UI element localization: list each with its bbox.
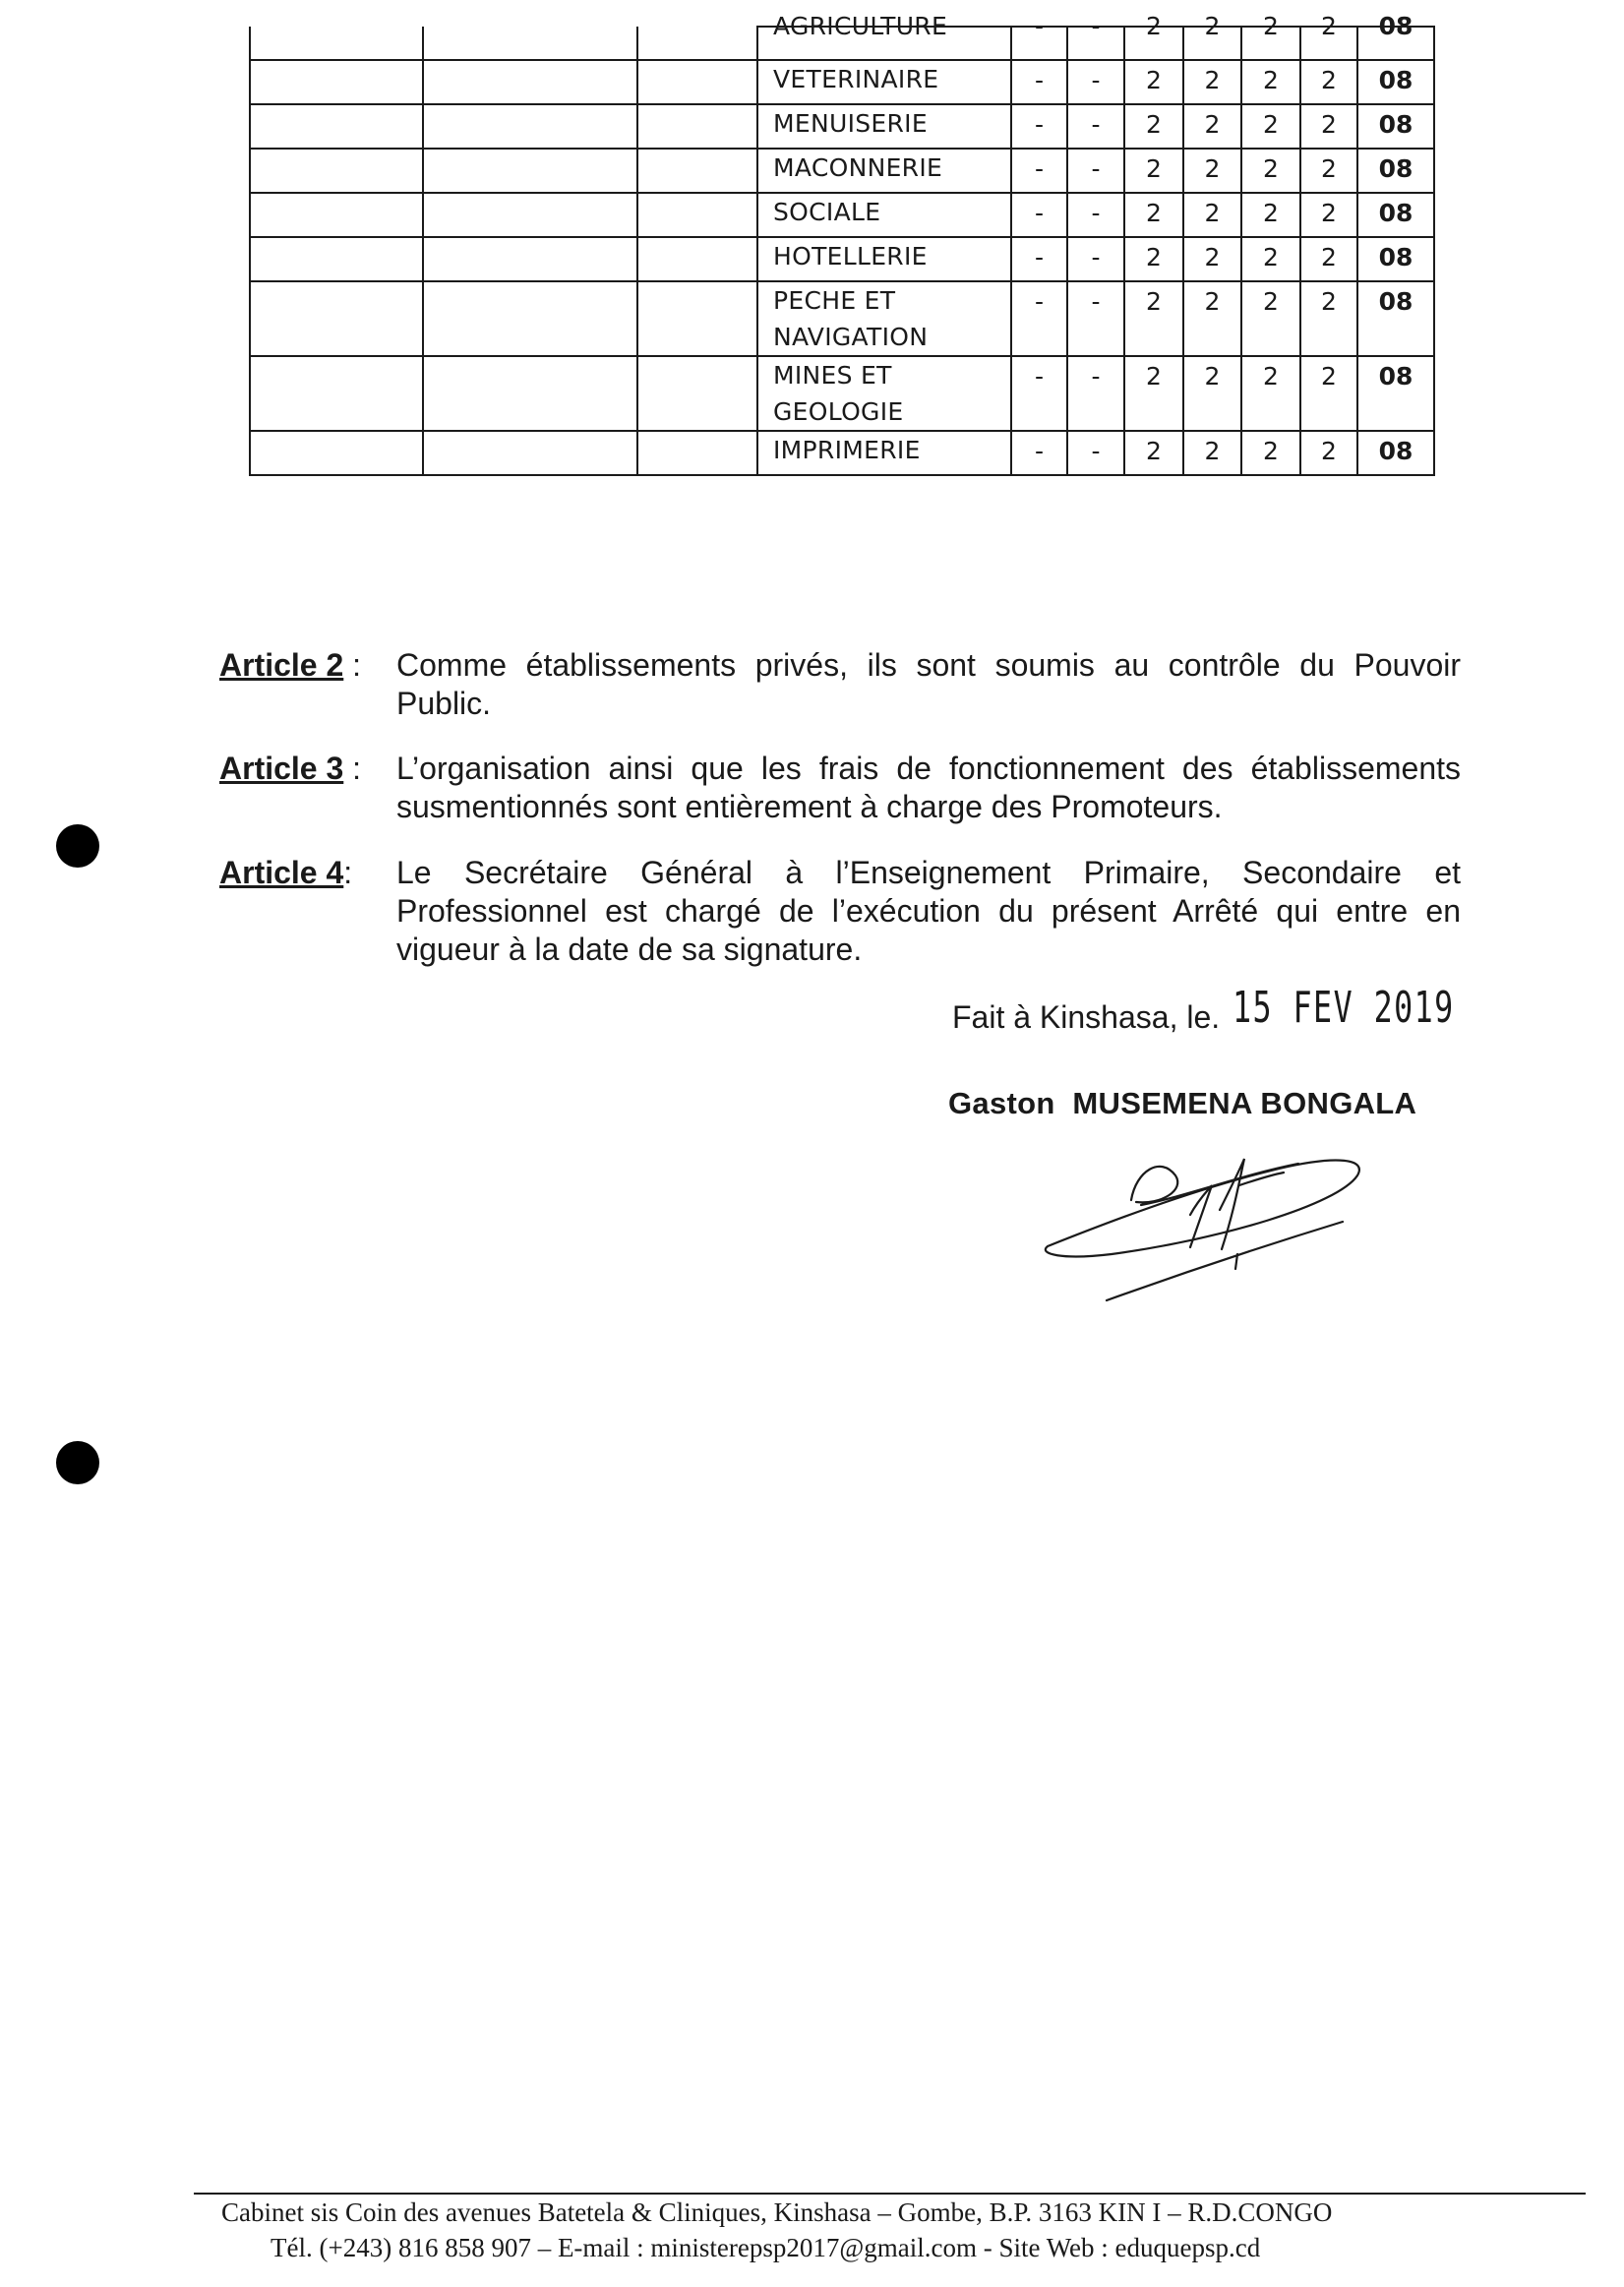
signatory-name: Gaston MUSEMENA BONGALA (948, 1086, 1417, 1120)
table-row (250, 281, 1434, 356)
count-cell: - (1067, 104, 1124, 149)
empty-cell (637, 60, 757, 104)
option-cell: MINES ET GEOLOGIE (757, 356, 1011, 431)
empty-cell (637, 431, 757, 475)
table-row (250, 356, 1434, 431)
count-cell: - (1067, 431, 1124, 475)
total-cell: 08 (1357, 356, 1434, 431)
count-cell: - (1011, 356, 1067, 431)
total-cell: 08 (1357, 281, 1434, 356)
count-cell: 2 (1241, 237, 1300, 281)
article-3 (219, 750, 1461, 826)
article-text: Le Secrétaire Général à l’Enseignement Primaire, Secondaire et Professionnel est chargé de l’exécution du présent Arrêté qui entre en vigueur à la date de sa signature. (396, 855, 1461, 967)
empty-cell (423, 281, 637, 356)
count-cell: - (1011, 431, 1067, 475)
option-cell: MACONNERIE (757, 149, 1011, 193)
count-cell: 2 (1183, 149, 1241, 193)
empty-cell (637, 149, 757, 193)
count-cell: 2 (1300, 356, 1357, 431)
footer-divider (194, 2193, 1586, 2195)
count-cell: - (1067, 356, 1124, 431)
option-cell: HOTELLERIE (757, 237, 1011, 281)
count-cell: - (1067, 237, 1124, 281)
count-cell: 2 (1183, 104, 1241, 149)
count-cell: - (1067, 281, 1124, 356)
empty-cell (250, 149, 423, 193)
count-cell: 2 (1300, 237, 1357, 281)
count-cell: 2 (1124, 27, 1183, 60)
count-cell: - (1011, 104, 1067, 149)
table-row (250, 431, 1434, 475)
empty-cell (637, 237, 757, 281)
count-cell: 2 (1183, 60, 1241, 104)
article-text: Comme établissements privés, ils sont soumis au contrôle du Pouvoir Public. (396, 647, 1461, 721)
count-cell: 2 (1241, 149, 1300, 193)
place-date-line (952, 983, 1540, 1039)
option-cell: IMPRIMERIE (757, 431, 1011, 475)
count-cell: 2 (1183, 237, 1241, 281)
total-cell: 08 (1357, 431, 1434, 475)
count-cell: 2 (1241, 104, 1300, 149)
count-cell: 2 (1300, 60, 1357, 104)
count-cell: - (1011, 149, 1067, 193)
empty-cell (423, 149, 637, 193)
count-cell: - (1067, 27, 1124, 60)
count-cell: 2 (1124, 431, 1183, 475)
empty-cell (250, 60, 423, 104)
article-text: L’organisation ainsi que les frais de fonctionnement des établissements susmentionnés sont entièrement à charge des Promoteurs. (396, 751, 1461, 824)
count-cell: 2 (1241, 281, 1300, 356)
empty-cell (423, 431, 637, 475)
empty-cell (423, 60, 637, 104)
count-cell: - (1011, 281, 1067, 356)
article-label: Article 4: (219, 855, 353, 890)
total-cell: 08 (1357, 193, 1434, 237)
total-cell: 08 (1357, 149, 1434, 193)
count-cell: 2 (1241, 193, 1300, 237)
punch-hole (56, 1441, 99, 1484)
count-cell: 2 (1300, 281, 1357, 356)
total-cell: 08 (1357, 60, 1434, 104)
total-cell: 08 (1357, 104, 1434, 149)
handwritten-signature (1043, 1131, 1377, 1318)
count-cell: 2 (1300, 104, 1357, 149)
count-cell: 2 (1300, 431, 1357, 475)
count-cell: - (1011, 60, 1067, 104)
table-row (250, 237, 1434, 281)
count-cell: - (1011, 27, 1067, 60)
count-cell: 2 (1124, 281, 1183, 356)
empty-cell (423, 104, 637, 149)
empty-cell (250, 281, 423, 356)
count-cell: 2 (1300, 193, 1357, 237)
article-label: Article 2 : (219, 647, 362, 683)
count-cell: 2 (1124, 356, 1183, 431)
article-2 (219, 646, 1461, 723)
count-cell: 2 (1124, 193, 1183, 237)
count-cell: 2 (1300, 149, 1357, 193)
option-cell: AGRICULTURE (757, 27, 1011, 60)
count-cell: 2 (1241, 27, 1300, 60)
count-cell: 2 (1124, 149, 1183, 193)
count-cell: 2 (1183, 281, 1241, 356)
count-cell: - (1011, 237, 1067, 281)
count-cell: 2 (1241, 60, 1300, 104)
count-cell: 2 (1300, 27, 1357, 60)
empty-cell (250, 27, 423, 60)
count-cell: 2 (1124, 60, 1183, 104)
table-row (250, 60, 1434, 104)
sections-table (249, 12, 1435, 476)
punch-hole (56, 824, 99, 868)
footer-contact: Tél. (+243) 816 858 907 – E-mail : ministerepsp2017@gmail.com - Site Web : eduquepsp.cd (271, 2233, 1261, 2262)
article-4 (219, 854, 1461, 969)
option-cell: PECHE ET NAVIGATION (757, 281, 1011, 356)
footer-address: Cabinet sis Coin des avenues Batetela & Cliniques, Kinshasa – Gombe, B.P. 3163 KIN I – R.D.CONGO (221, 2197, 1333, 2227)
empty-cell (637, 27, 757, 60)
count-cell: - (1067, 193, 1124, 237)
place-label: Fait à Kinshasa, le. (952, 999, 1221, 1035)
option-cell: VETERINAIRE (757, 60, 1011, 104)
total-cell: 08 (1357, 237, 1434, 281)
empty-cell (423, 27, 637, 60)
table-row (250, 27, 1434, 60)
empty-cell (423, 193, 637, 237)
empty-cell (250, 431, 423, 475)
empty-cell (250, 356, 423, 431)
empty-cell (423, 237, 637, 281)
count-cell: - (1067, 149, 1124, 193)
count-cell: 2 (1183, 356, 1241, 431)
option-cell: SOCIALE (757, 193, 1011, 237)
table-row (250, 104, 1434, 149)
option-cell: MENUISERIE (757, 104, 1011, 149)
count-cell: 2 (1241, 356, 1300, 431)
count-cell: 2 (1183, 193, 1241, 237)
count-cell: - (1067, 60, 1124, 104)
empty-cell (637, 281, 757, 356)
empty-cell (637, 104, 757, 149)
empty-cell (250, 193, 423, 237)
date-stamp: 15 FEV 2019 (1233, 983, 1455, 1033)
article-label: Article 3 : (219, 751, 362, 786)
count-cell: 2 (1183, 431, 1241, 475)
count-cell: 2 (1124, 104, 1183, 149)
count-cell: 2 (1241, 431, 1300, 475)
empty-cell (637, 356, 757, 431)
total-cell: 08 (1357, 27, 1434, 60)
empty-cell (250, 104, 423, 149)
empty-cell (637, 193, 757, 237)
count-cell: 2 (1124, 237, 1183, 281)
empty-cell (250, 237, 423, 281)
count-cell: 2 (1183, 27, 1241, 60)
table-row (250, 193, 1434, 237)
empty-cell (423, 356, 637, 431)
count-cell: - (1011, 193, 1067, 237)
table-row (250, 149, 1434, 193)
